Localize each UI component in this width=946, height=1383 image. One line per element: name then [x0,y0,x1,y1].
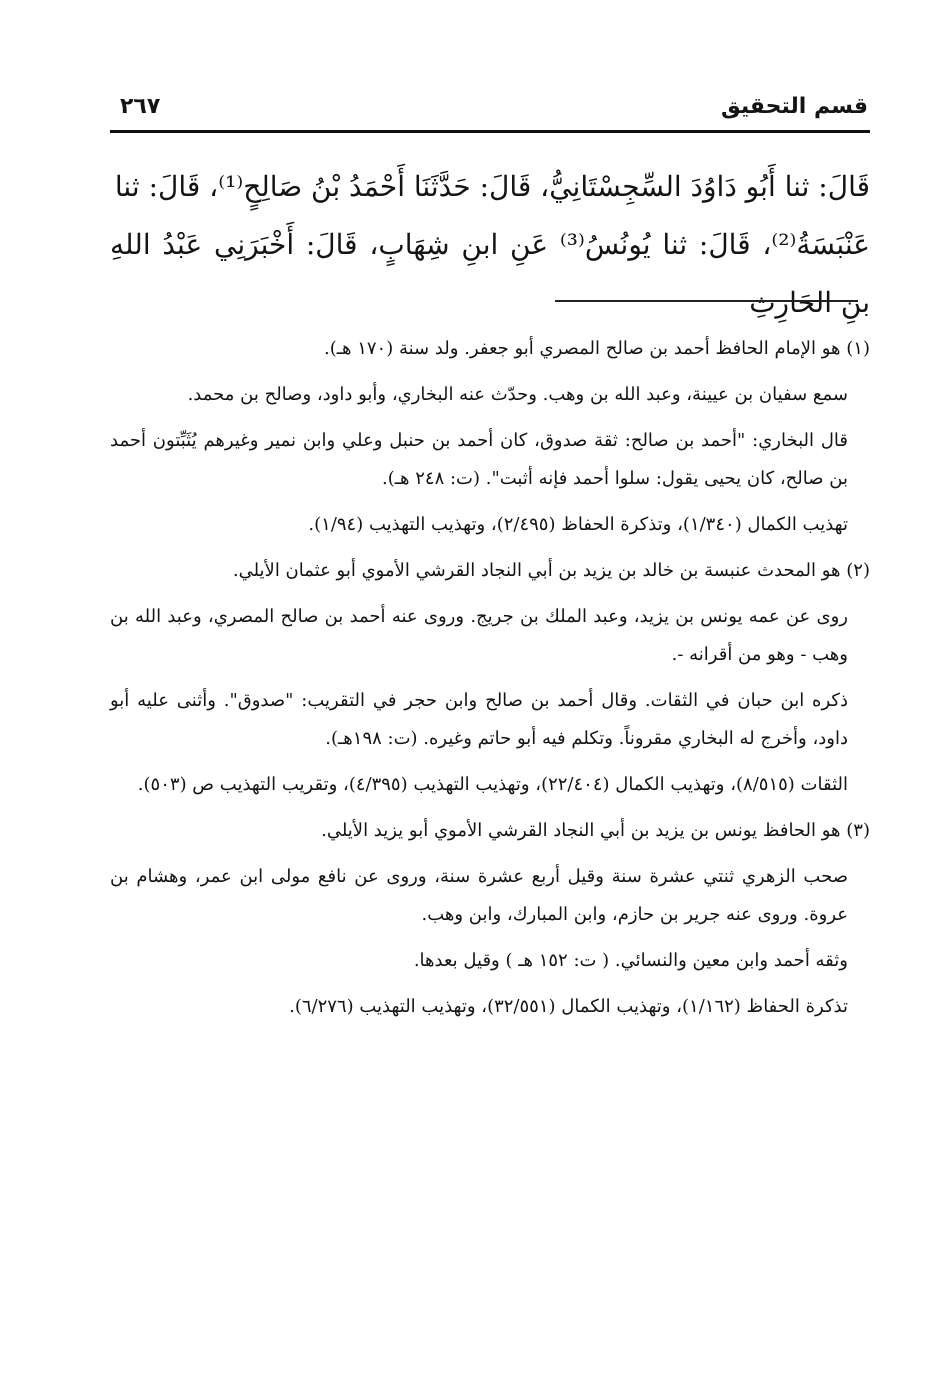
main-text-line-2: عَنْبَسَةُ⁽²⁾، قَالَ: ثنا يُونُسُ⁽³⁾ عَنِ ابنِ شِهَابٍ، قَالَ: أَخْبَرَنِي عَبْدُ اللهِ بنِ الحَارِثِ [110,228,871,319]
page-header [110,92,870,133]
footnote-grading: قال البخاري: "أحمد بن صالح: ثقة صدوق، كان أحمد بن حنبل وعلي وابن نمير وغيرهم يُثَبِّتون أحمد بن صالح، كان يحيى يقول: سلوا أحمد فإنه أثبت". (ت: ٢٤٨ هـ). [110,430,848,489]
footnote-heading: (٢) هو المحدث عنبسة بن خالد بن يزيد بن أبي النجاد القرشي الأموي أبو عثمان الأيلي. [232,560,870,581]
section-title: قسم التحقيق [721,94,868,119]
footnote-grading: ذكره ابن حبان في الثقات. وقال أحمد بن صالح وابن حجر في التقريب: "صدوق". وأثنى عليه أبو داود، وأخرج له البخاري مقروناً. وتكلم فيه أبو حاتم وغيره. (ت: ١٩٨هـ). [110,690,848,749]
main-text [110,158,870,332]
footnote-3 [110,812,870,1026]
footnote-sources: الثقات (٨/٥١٥)، وتهذيب الكمال (٢٢/٤٠٤)، وتهذيب التهذيب (٤/٣٩٥)، وتقريب التهذيب ص (٥٠٣). [137,774,848,795]
footnote-teachers: صحب الزهري ثنتي عشرة سنة وقيل أربع عشرة سنة، وروى عن نافع مولى ابن عمر، وهشام بن عروة. وروى عنه جرير بن حازم، وابن المبارك، وابن وهب. [110,866,848,925]
footnote-sources: تذكرة الحفاظ (١/١٦٢)، وتهذيب الكمال (٣٢/٥٥١)، وتهذيب التهذيب (٦/٢٧٦). [289,996,848,1017]
footnote-grading: وثقه أحمد وابن معين والنسائي. ( ت: ١٥٢ هـ ) وقيل بعدها. [413,950,848,971]
footnotes [110,330,870,1034]
footnote-heading: (١) هو الإمام الحافظ أحمد بن صالح المصري أبو جعفر. ولد سنة (١٧٠ هـ). [323,338,870,359]
main-text-line-1: قَالَ: ثنا أَبُو دَاوُدَ السِّجِسْتَانِيُّ، قَالَ: حَدَّثَنَا أَحْمَدُ بْنُ صَالِحٍ⁽¹⁾، قَالَ: ثنا [114,170,870,203]
footnote-2 [110,552,870,804]
page-number: ٢٦٧ [120,94,161,119]
footnote-sources: تهذيب الكمال (١/٣٤٠)، وتذكرة الحفاظ (٢/٤٩٥)، وتهذيب التهذيب (١/٩٤). [308,514,848,535]
footnote-heading: (٣) هو الحافظ يونس بن يزيد بن أبي النجاد القرشي الأموي أبو يزيد الأيلي. [321,820,870,841]
footnote-teachers: روى عن عمه يونس بن يزيد، وعبد الملك بن جريج. وروى عنه أحمد بن صالح المصري، وعبد الله بن وهب - وهو من أقرانه -. [110,606,848,665]
footnote-teachers: سمع سفيان بن عيينة، وعبد الله بن وهب. وحدّث عنه البخاري، وأبو داود، وصالح بن محمد. [187,384,848,405]
footnote-separator [555,300,858,302]
footnote-1 [110,330,870,544]
